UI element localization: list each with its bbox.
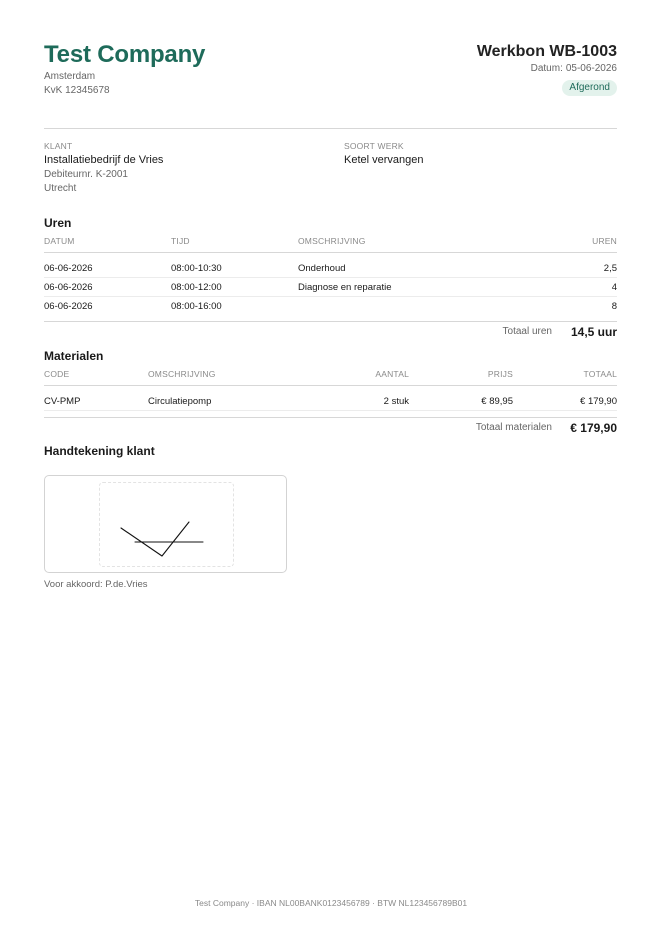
materials-section xyxy=(44,349,617,438)
document-date-label: Datum: xyxy=(530,63,563,74)
document-title: Werkbon WB-1003 xyxy=(476,43,617,60)
company-kvk: KvK 12345678 xyxy=(44,85,110,96)
hours-time: 08:00-16:00 xyxy=(171,300,222,312)
hours-value: 4 xyxy=(498,278,617,297)
hours-table xyxy=(44,236,617,315)
signature-section xyxy=(44,444,617,458)
hours-section xyxy=(44,216,617,342)
hours-date: 06-06-2026 xyxy=(44,253,171,278)
table-row xyxy=(44,297,617,316)
work-type-label: SOORT WERK xyxy=(344,141,404,151)
material-code: CV-PMP xyxy=(44,386,148,411)
hours-description: Onderhoud xyxy=(298,253,498,278)
document-date-value: 05-06-2026 xyxy=(565,63,617,74)
hours-description: Diagnose en reparatie xyxy=(298,278,498,297)
company-name: Test Company xyxy=(44,41,206,68)
material-price: € 89,95 xyxy=(409,386,513,411)
hours-description xyxy=(298,297,498,316)
materials-total-label: Totaal materialen xyxy=(475,422,552,433)
hours-value: 8 xyxy=(611,300,617,312)
material-description: Circulatiepomp xyxy=(148,386,308,411)
material-quantity: 2 stuk xyxy=(308,386,409,411)
table-row xyxy=(44,253,617,278)
hours-header-row xyxy=(44,236,617,253)
client-label: KLANT xyxy=(44,141,73,151)
client-name: Installatiebedrijf de Vries xyxy=(44,154,164,166)
material-total: € 179,90 xyxy=(513,386,617,411)
hours-time: 08:00-12:00 xyxy=(171,278,298,297)
hours-total-value: 14,5 uur xyxy=(570,325,617,339)
materials-title: Materialen xyxy=(44,349,104,363)
hours-time: 08:00-10:30 xyxy=(171,253,298,278)
client-info xyxy=(44,141,163,196)
status-badge: Afgerond xyxy=(562,80,617,96)
materials-table xyxy=(44,369,617,411)
materials-total xyxy=(44,417,617,438)
materials-total-value: € 179,90 xyxy=(570,421,617,435)
materials-col-price: PRIJS xyxy=(409,369,513,386)
hours-col-date: DATUM xyxy=(44,236,171,253)
footer: Test Company · IBAN NL00BANK0123456789 · BTW NL123456789B01 xyxy=(194,898,468,908)
client-debtor: Debiteurnr. K-2001 xyxy=(44,169,128,180)
hours-col-description: OMSCHRIJVING xyxy=(298,236,498,253)
hours-col-hours: UREN xyxy=(498,236,617,253)
signature-caption: Voor akkoord: P.de.Vries xyxy=(44,579,148,590)
table-row xyxy=(44,386,617,411)
materials-col-total: TOTAAL xyxy=(513,369,617,386)
signature-title: Handtekening klant xyxy=(44,444,155,458)
materials-col-description: OMSCHRIJVING xyxy=(148,369,308,386)
materials-col-code: CODE xyxy=(44,369,148,386)
signature-image xyxy=(99,482,234,567)
table-row xyxy=(44,278,617,297)
hours-total-label: Totaal uren xyxy=(502,326,552,337)
hours-total xyxy=(44,321,617,342)
header xyxy=(44,0,617,98)
document-date xyxy=(531,63,617,74)
work-type-info xyxy=(344,141,424,168)
company-city: Amsterdam xyxy=(44,71,96,82)
hours-title: Uren xyxy=(44,216,72,230)
work-type-value: Ketel vervangen xyxy=(344,154,424,166)
hours-value: 2,5 xyxy=(498,253,617,278)
hours-col-time: TIJD xyxy=(171,236,298,253)
hours-date: 06-06-2026 xyxy=(44,300,93,312)
header-divider xyxy=(44,128,617,129)
materials-col-quantity: AANTAL xyxy=(308,369,409,386)
signature-box xyxy=(44,475,287,573)
hours-date: 06-06-2026 xyxy=(44,278,171,297)
signature-drawing xyxy=(100,483,235,568)
materials-header-row xyxy=(44,369,617,386)
client-city: Utrecht xyxy=(44,183,77,194)
